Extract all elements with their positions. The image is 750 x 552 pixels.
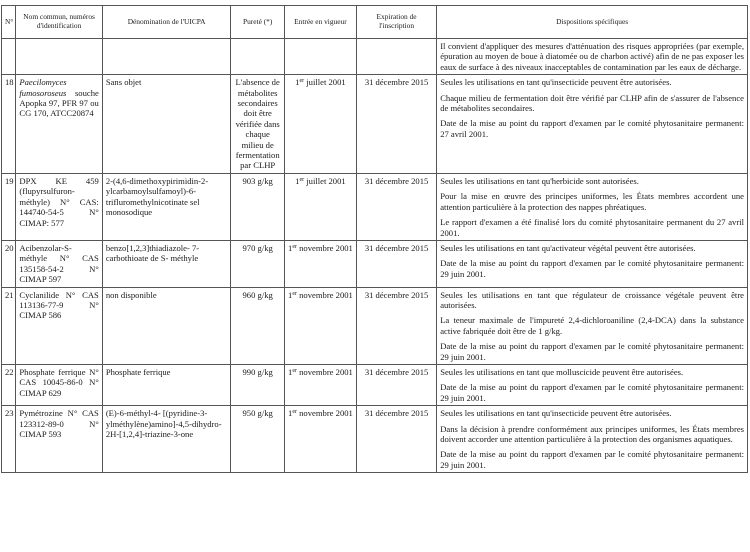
- purity-cell: 903 g/kg: [231, 173, 285, 240]
- entry-day-suffix: er: [299, 78, 305, 85]
- common-name-cell: [16, 287, 102, 364]
- row-number: 22: [2, 364, 16, 405]
- table-row: [2, 173, 748, 240]
- common-name-cell: [16, 406, 102, 473]
- specific-provisions-cell: [437, 240, 748, 287]
- expiry-cell: 31 décembre 2015: [356, 406, 436, 473]
- provision-paragraph: Seules les utilisations en tant qu'insecticide peuvent être autorisées.: [440, 408, 672, 419]
- entry-day: 1: [288, 366, 293, 377]
- provision-paragraph: Date de la mise au point du rapport d'examen par le comité phytosanitaire permanent: 29 juin 2001.: [440, 258, 744, 279]
- iupac-name-cell: 2-(4,6-dimethoxypirimidin-2-ylcarbamoylsulfamoyl)-6-trifluromethylnicotinate sel monosodique: [102, 173, 231, 240]
- entry-day-suffix: er: [292, 243, 297, 250]
- iupac-name-cell: benzo[1,2,3]thiadiazole- 7-carbothioate de S- méthyle: [102, 240, 231, 287]
- row-number: 19: [2, 173, 16, 240]
- row-number: 23: [2, 406, 16, 473]
- provision-paragraph: Seules les utilisations en tant que régulateur de croissance végétale peuvent être autorisées.: [440, 289, 744, 310]
- header-purity: Pureté (*): [231, 6, 285, 39]
- entry-day: 1: [288, 408, 293, 419]
- entry-day-suffix: er: [292, 290, 297, 297]
- entry-day: 1: [288, 289, 293, 300]
- header-specific-provisions: Dispositions spécifiques: [437, 6, 748, 39]
- specific-provisions-cell: [437, 287, 748, 364]
- table-row: [2, 406, 748, 473]
- expiry-cell: 31 décembre 2015: [356, 75, 436, 174]
- provision-paragraph: Seules les utilisations en tant qu'herbicide sont autorisées.: [440, 175, 639, 186]
- header-entry-into-force: Entrée en vigueur: [284, 6, 356, 39]
- continuation-row: [2, 39, 748, 75]
- common-name-text: Cyclanilide N° CAS 113136-77-9 N° CIMAP 586: [19, 289, 99, 321]
- table-row: [2, 75, 748, 174]
- common-name-text: Phosphate ferrique N° CAS 10045-86-0 N° CIMAP 629: [19, 366, 99, 398]
- entry-day: 1: [295, 175, 300, 186]
- entry-day-suffix: er: [292, 409, 297, 416]
- specific-provisions-cell: [437, 364, 748, 405]
- iupac-name-cell: (E)-6-méthyl-4- [(pyridine-3-ylméthylène)amino]-4,5-dihydro-2H-[1,2,4]-triazine-3-one: [102, 406, 231, 473]
- header-expiry: Expiration de l'inscription: [356, 6, 436, 39]
- provision-paragraph: Chaque milieu de fermentation doit être vérifié par CLHP afin de s'assurer de l'absence de métabolites secondaires.: [440, 92, 744, 114]
- row-number: 21: [2, 287, 16, 364]
- purity-cell: 970 g/kg: [231, 240, 285, 287]
- header-common-name: Nom commun, numéros d'identification: [16, 6, 102, 39]
- common-name-cell: [16, 173, 102, 240]
- iupac-name-cell: Phosphate ferrique: [102, 364, 231, 405]
- expiry-cell: 31 décembre 2015: [356, 364, 436, 405]
- specific-provisions-cell: [437, 75, 748, 174]
- header-number: N°: [2, 6, 16, 39]
- provision-paragraph: Seules les utilisations en tant qu'insecticide peuvent être autorisées.: [440, 77, 672, 88]
- common-name-text: souche Apopka 97, PFR 97 ou CG 170, ATCC20874: [19, 87, 99, 119]
- provision-paragraph: Dans la décision à prendre conformément aux principes uniformes, les États membres doivent accorder une attention particulière à la protection des organismes aquatiques.: [440, 423, 744, 444]
- substances-table: [1, 5, 748, 473]
- specific-provisions-cell: [437, 406, 748, 473]
- entry-into-force-cell: [284, 75, 356, 174]
- table-row: [2, 240, 748, 287]
- provision-paragraph: Seules les utilisations en tant que molluscicide peuvent être autorisées.: [440, 366, 684, 377]
- entry-into-force-cell: [284, 364, 356, 405]
- expiry-cell: 31 décembre 2015: [356, 173, 436, 240]
- common-name-cell: [16, 240, 102, 287]
- header-row: [2, 6, 748, 39]
- row-number: 20: [2, 240, 16, 287]
- row-number: 18: [2, 75, 16, 174]
- entry-into-force-cell: [284, 173, 356, 240]
- entry-month-year: novembre 2001: [296, 289, 353, 300]
- provision-paragraph: Date de la mise au point du rapport d'examen par le comité phytosanitaire permanent: 29 juin 2001.: [440, 449, 744, 470]
- entry-into-force-cell: [284, 240, 356, 287]
- entry-month-year: novembre 2001: [296, 242, 353, 253]
- purity-cell: 950 g/kg: [231, 406, 285, 473]
- provision-paragraph: Date de la mise au point du rapport d'examen par le comité phytosanitaire permanent: 29 juin 2001.: [440, 382, 744, 403]
- entry-day: 1: [288, 242, 293, 253]
- common-name-italic: Paecilomyces fumosoroseus: [19, 77, 67, 98]
- provision-paragraph: Pour la mise en œuvre des principes uniformes, les États membres accordent une attention particulière à la protection des nappes phréatiques.: [440, 191, 744, 212]
- expiry-cell: 31 décembre 2015: [356, 287, 436, 364]
- purity-cell: L'absence de métabolites secondaires doit être vérifiée dans chaque milieu de fermentation par CLHP: [231, 75, 285, 174]
- entry-day-suffix: er: [299, 176, 305, 183]
- entry-day-suffix: er: [292, 367, 297, 374]
- iupac-name-cell: Sans objet: [102, 75, 231, 174]
- provision-paragraph: Il convient d'appliquer des mesures d'atténuation des risques appropriées (par exemple, épuration au moyen de boue à diatomée ou de charbon activé) afin de ne pas exposer les eaux de surface à des niveaux inacceptables de contamination par les eaux de décharge.: [440, 41, 744, 72]
- provision-paragraph: Date de la mise au point du rapport d'examen par le comité phytosanitaire permanent: 29 juin 2001.: [440, 341, 744, 362]
- purity-cell: 990 g/kg: [231, 364, 285, 405]
- entry-into-force-cell: [284, 406, 356, 473]
- entry-month-year: juillet 2001: [304, 175, 346, 186]
- entry-day: 1: [295, 77, 300, 88]
- table-row: [2, 287, 748, 364]
- specific-provisions-cell: [437, 173, 748, 240]
- table-row: [2, 364, 748, 405]
- entry-month-year: novembre 2001: [296, 366, 353, 377]
- provision-paragraph: Seules les utilisations en tant qu'activateur végétal peuvent être autorisées.: [440, 242, 696, 253]
- entry-into-force-cell: [284, 287, 356, 364]
- common-name-text: Pymétrozine N° CAS 123312-89-0 N° CIMAP 593: [19, 408, 99, 439]
- provision-paragraph: Date de la mise au point du rapport d'examen par le comité phytosanitaire permanent: 27 avril 2001.: [440, 118, 744, 139]
- iupac-name-cell: non disponible: [102, 287, 231, 364]
- expiry-cell: 31 décembre 2015: [356, 240, 436, 287]
- purity-cell: 960 g/kg: [231, 287, 285, 364]
- common-name-text: Acibenzolar-S-méthyle N° CAS 135158-54-2 N° CIMAP 597: [19, 242, 99, 285]
- common-name-cell: [16, 364, 102, 405]
- provision-paragraph: La teneur maximale de l'impureté 2,4-dichloroaniline (2,4-DCA) dans la substance active fabriquée doit être de 1 g/kg.: [440, 315, 744, 336]
- provision-paragraph: Le rapport d'examen a été finalisé lors du comité phytosanitaire permanent du 27 avril 2001.: [440, 217, 744, 238]
- entry-month-year: novembre 2001: [296, 408, 353, 419]
- entry-month-year: juillet 2001: [304, 77, 346, 88]
- continuation-provisions: [437, 39, 748, 75]
- header-iupac-name: Dénomination de l'UICPA: [102, 6, 231, 39]
- common-name-text: DPX KE 459 (flupyrsulfuron-méthyle) N° CAS: 144740-54-5 N° CIMAP: 577: [19, 175, 99, 228]
- common-name-cell: [16, 75, 102, 174]
